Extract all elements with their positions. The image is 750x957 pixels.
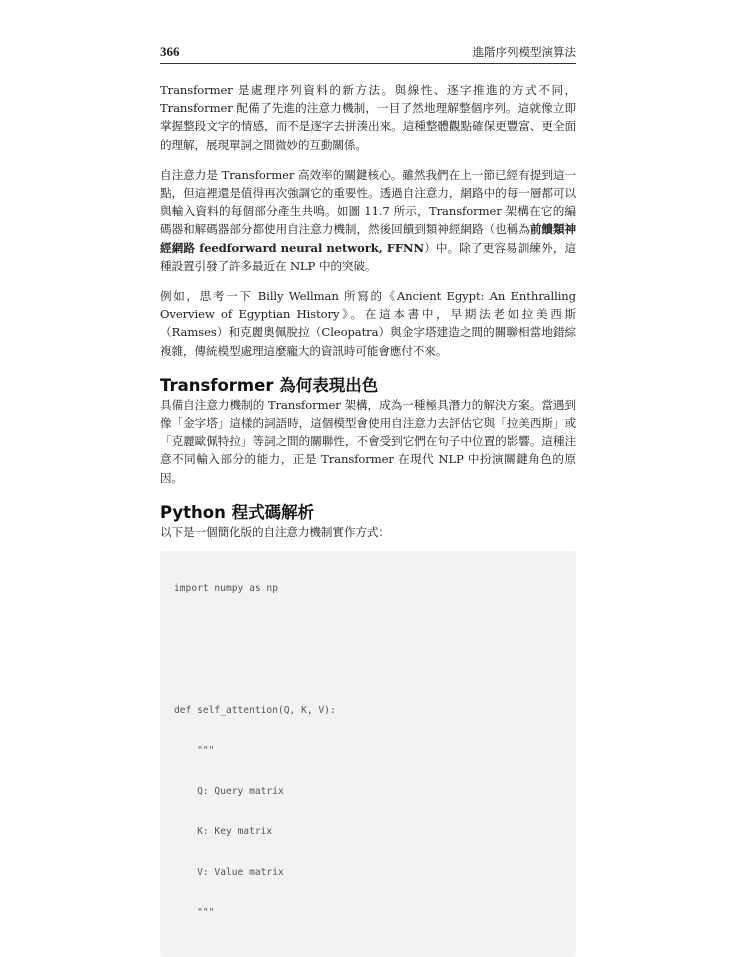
code-line: import numpy as np <box>174 583 278 595</box>
paragraph-egypt-example: 例如，思考一下 Billy Wellman 所寫的《Ancient Egypt: An Enthralling Overview of Egyptian History》。在這本書中，早期法老如拉美西斯（Ramses）和克麗奧佩脫拉（Cleopatra）與金字塔建造之間的關聯相當地錯綜複雜，傳統模型處理這麼龐大的資訊時可能會應付不來。 <box>160 289 576 358</box>
code-line <box>174 663 562 677</box>
code-line: Q: Query matrix <box>174 785 284 797</box>
code-block <box>160 551 576 957</box>
paragraph-attention-solution: 具備自注意力機制的 Transformer 架構，成為一種極具潛力的解決方案。當遇到像「金字塔」這樣的詞語時，這個模型會使用自注意力去評估它與「拉美西斯」或「克麗歐佩特拉」等詞之間的關聯性，不會受到它們在句子中位置的影響。這種注意不同輸入部分的能力，正是 Transformer 在現代 NLP 中扮演關鍵角色的原因。 <box>160 397 576 485</box>
section-heading-python-code: Python 程式碼解析 <box>160 502 315 522</box>
paragraph-text: ）中。除了更容易訓練外，這種設置引發了許多最近在 NLP 中的突破。 <box>160 240 576 273</box>
section-heading-why-transformer: Transformer 為何表現出色 <box>160 375 379 395</box>
running-title: 進階序列模型演算法 <box>472 45 576 59</box>
paragraph-self-attention <box>160 166 576 275</box>
code-line: def self_attention(Q, K, V): <box>174 704 336 716</box>
paragraph-text: 自注意力是 Transformer 高效率的關鍵核心。雖然我們在上一節已經有提到這一點，但這裡還是值得再次強調它的重要性。透過自注意力，網路中的每一層都可以與輸入資料的每個部分產生共鳴。如圖 11.7 所示，Transformer 架構在它的編碼器和解碼器部分都使用自注意力機制，然後回饋到類神經網路（也稱為 <box>160 167 576 237</box>
page-header <box>160 38 576 64</box>
code-line: """ <box>174 907 215 919</box>
code-line: """ <box>174 745 215 757</box>
paragraph-transformer-intro: Transformer 是處理序列資料的新方法。與線性、逐字推進的方式不同，Transformer 配備了先進的注意力機制，一目了然地理解整個序列。這就像立即掌握整段文字的情感，而不是逐字去拼湊出來。這種整體觀點確保更豐富、更全面的理解，展現單詞之間微妙的互動關係。 <box>160 83 576 152</box>
code-line <box>174 623 562 637</box>
code-line: K: Key matrix <box>174 826 273 838</box>
bold-term: 前饋類神經網路 feedforward neural network, FFNN <box>160 222 576 255</box>
page-number: 366 <box>160 44 180 59</box>
paragraph-code-intro: 以下是一個簡化版的自注意力機制實作方式： <box>160 524 390 539</box>
code-line: V: Value matrix <box>174 866 284 878</box>
page-body <box>160 81 576 957</box>
